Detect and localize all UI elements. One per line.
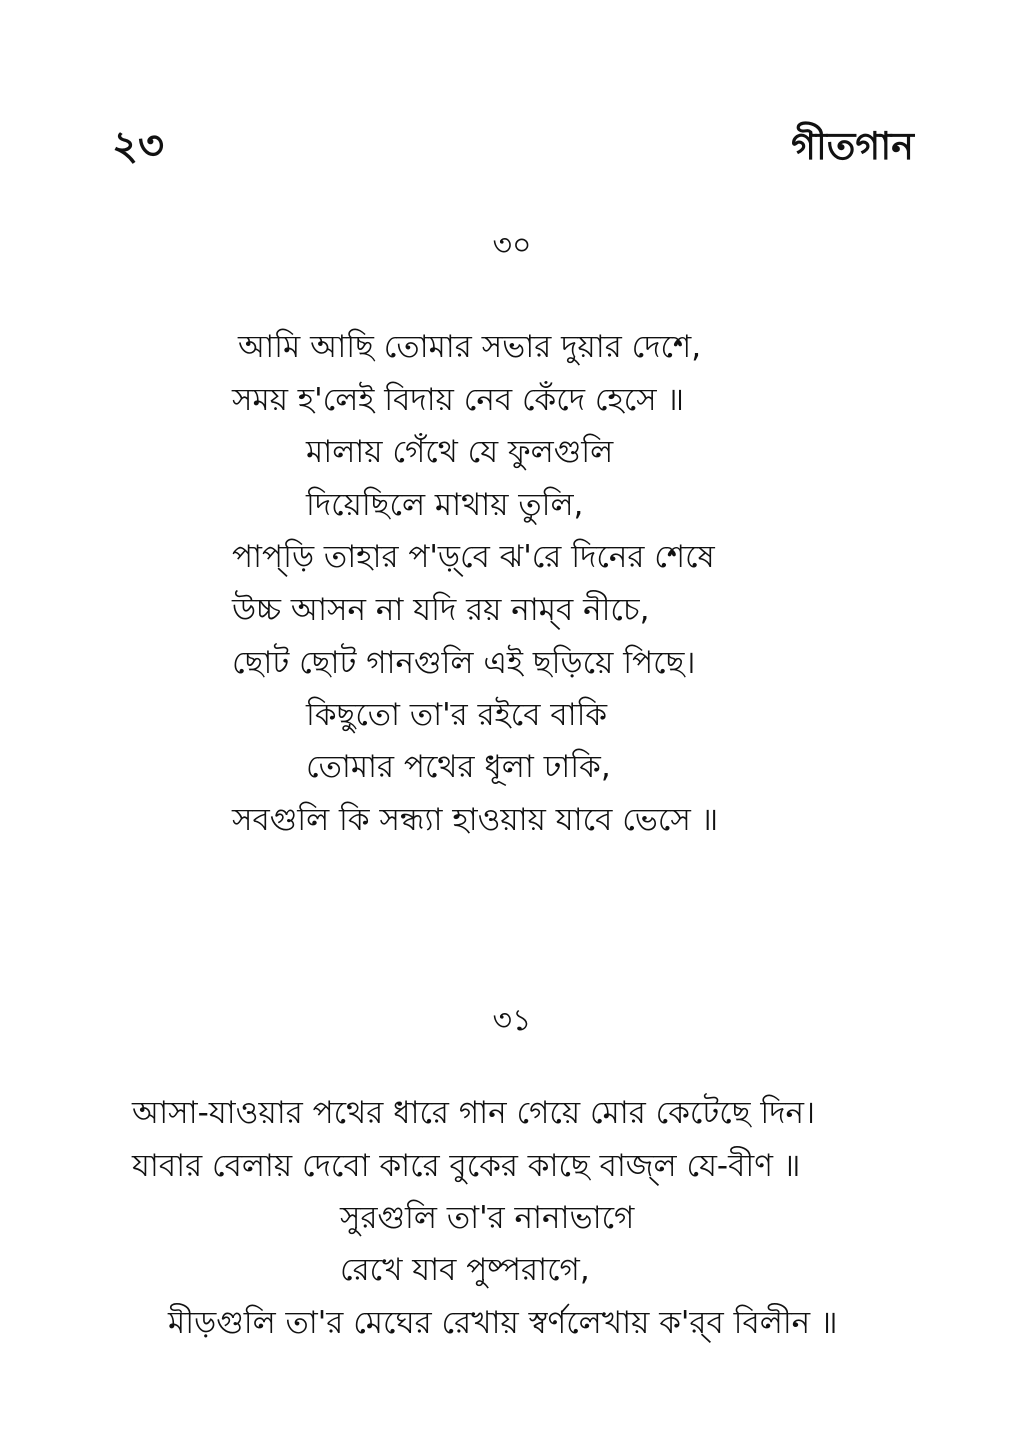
verse-line: কিছুতো তা'র রইবে বাকি [306, 697, 608, 733]
page-number: ২৩ [112, 123, 165, 169]
verse-line: আসা-যাওয়ার পথের ধারে গান গেয়ে মোর কেটেছে দিন। [132, 1095, 816, 1131]
verse-line: মালায় গেঁথে যে ফুলগুলি [306, 434, 614, 470]
verse-line: যাবার বেলায় দেবো কারে বুকের কাছে বাজ্‌ল যে-বীণ ॥ [132, 1148, 801, 1184]
verse-line: দিয়েছিলে মাথায় তুলি, [306, 487, 584, 523]
verse-line: সময় হ'লেই বিদায় নেব কেঁদে হেসে ॥ [232, 382, 685, 418]
song-number: ৩০ [492, 228, 532, 263]
verse-line: সুরগুলি তা'র নানাভাগে [340, 1200, 635, 1236]
verse-line: উচ্চ আসন না যদি রয় নাম্‌ব নীচে, [232, 592, 650, 628]
verse-line: মীড়গুলি তা'র মেঘের রেখায় স্বর্ণলেখায় ক'র্‌ব বিলীন ॥ [168, 1305, 838, 1341]
verse-line: রেখে যাব পুষ্পরাগে, [340, 1252, 590, 1288]
verse-line: তোমার পথের ধূলা ঢাকি, [306, 749, 611, 785]
song-number: ৩১ [492, 1003, 532, 1038]
verse-line: আমি আছি তোমার সভার দুয়ার দেশে, [238, 329, 702, 365]
running-title: গীতগান [791, 124, 914, 168]
verse-line: সবগুলি কি সন্ধ্যা হাওয়ায় যাবে ভেসে ॥ [232, 802, 719, 838]
verse-line: পাপ্‌ড়ি তাহার প'ড়্‌বে ঝ'রে দিনের শেষে [232, 539, 715, 575]
verse-line: ছোট ছোট গানগুলি এই ছড়িয়ে পিছে। [232, 645, 696, 681]
